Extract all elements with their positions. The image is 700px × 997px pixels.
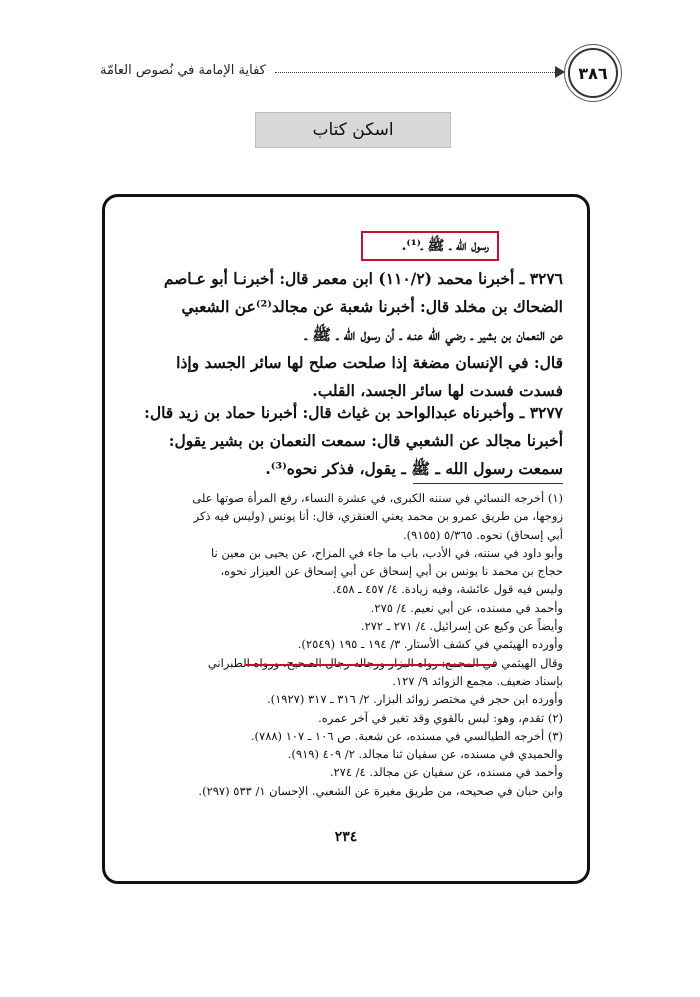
footnote-line: وقال الهيثمي في المجمع: رواه البزار ورجاله رجال الصحيح، ورواه الطبراني xyxy=(207,655,563,670)
footnotes xyxy=(123,489,563,800)
text-line: ٣٢٧٧ ـ وأخبرناه عبدالواحد بن غياث قال: أخبرنا حماد بن زيد قال: xyxy=(144,403,563,422)
footnote-line: حجاج بن محمد نا يونس بن أبي إسحاق عن أبي إسحاق عن العيزار نحوه، xyxy=(220,564,563,579)
header-dotted-line xyxy=(275,72,563,73)
footnote-line: وأيضاً عن وكيع عن إسرائيل. ٤/ ٢٧١ ـ ٢٧٢. xyxy=(360,619,563,634)
page-header xyxy=(100,44,620,104)
text-line: الضحاك بن مخلد قال: أخبرنا شعبة عن مجالد⁽²⁾عن الشعبي xyxy=(181,297,563,316)
header-arrow-icon xyxy=(555,66,565,78)
text-line: عن النعمان بن بشير ـ رضي الله عنـه ـ أن رسول الله ـ ﷺ ـ xyxy=(304,325,563,344)
footnote-line: وأحمد في مسنده، عن سفيان عن مجالد. ٤/ ٢٧٤. xyxy=(329,765,563,780)
text-line: أخبرنا مجالد عن الشعبي قال: سمعت النعمان بن بشير يقول: xyxy=(168,431,563,450)
text-line: قال: في الإنسان مضغة إذا صلحت صلح لها سائر الجسد وإذا xyxy=(176,353,563,372)
footnote-line: (٣) أخرجه الطيالسي في مسنده، عن شعبة. ص ١٠٦ ـ ١٠٧ (٧٨٨). xyxy=(250,728,563,743)
footnote-line: (١) أخرجه النسائي في سننه الكبرى، في عشرة النساء، رفع المرأة صوتها على xyxy=(192,491,563,505)
footnote-separator xyxy=(413,483,563,484)
footnote-line: وابن حبان في صحيحه، من طريق مغيرة عن الشعبي. الإحسان ١/ ٥٣٣ (٢٩٧). xyxy=(198,783,563,798)
page-number-medallion xyxy=(568,48,618,98)
book-title: كفاية الإمامة في نُصوص العامّة xyxy=(100,63,266,78)
footnote-line: والحميدي في مسنده، عن سفيان ثنا مجالد. ٢/ ٤٠٩ (٩١٩). xyxy=(287,747,563,762)
footnote-line: بإسناد ضعيف. مجمع الزوائد ٩/ ١٢٧. xyxy=(392,673,563,688)
footnote-line: وأبو داود في سننه، في الأدب، باب ما جاء في المزاح، عن يحيى بن معين نا xyxy=(211,545,563,560)
scanned-page-frame xyxy=(102,194,590,884)
text-line: ٣٢٧٦ ـ أخبرنا محمد (١١٠/٢) ابن معمر قال: أخبرنـا أبو عـاصم xyxy=(163,269,563,288)
highlight-underline xyxy=(245,664,495,666)
footnote-line: (٢) تقدم، وهو: ليس بالقوي وقد تغير في آخر عمره. xyxy=(318,710,563,725)
hadith-3277 xyxy=(123,399,563,483)
footnote-line: وأورده الهيثمي في كشف الأستار. ٣/ ١٩٤ ـ ١٩٥ (٢٥٤٩). xyxy=(297,637,563,652)
footnote-line: أبي إسحاق) نحوه. ٥/٣٦٥ (٩١٥٥). xyxy=(403,527,563,542)
highlighted-reference: رسول الله ـ ﷺ ـ⁽¹⁾. xyxy=(361,231,499,261)
footnote-line: وليس فيه قول عائشة، وفيه زيادة. ٤/ ٤٥٧ ـ ٤٥٨. xyxy=(332,582,563,597)
footnote-line: زوجها، من طريق عمرو بن محمد يعني العنقزي، قال: أنا يونس (وليس فيه ذكر xyxy=(193,509,563,524)
text-line: سمعت رسول الله ـ ﷺ ـ يقول، فذكر نحوه⁽³⁾. xyxy=(265,459,563,478)
page-number: ٣٨٦ xyxy=(578,63,608,83)
scan-label: اسكن كتاب xyxy=(255,112,451,148)
scanned-page xyxy=(105,197,587,881)
text-line: فسدت فسدت لها سائر الجسد، القلب. xyxy=(312,381,563,400)
scanned-page-number: ٢٣٤ xyxy=(334,829,358,845)
footnote-line: وأحمد في مسنده، عن أبي نعيم. ٤/ ٢٧٥. xyxy=(370,600,563,615)
footnote-line: وأورده ابن حجر في مختصر زوائد البزار. ٢/ ٣١٦ ـ ٣١٧ (١٩٢٧). xyxy=(266,692,563,707)
hadith-3276 xyxy=(123,265,563,405)
